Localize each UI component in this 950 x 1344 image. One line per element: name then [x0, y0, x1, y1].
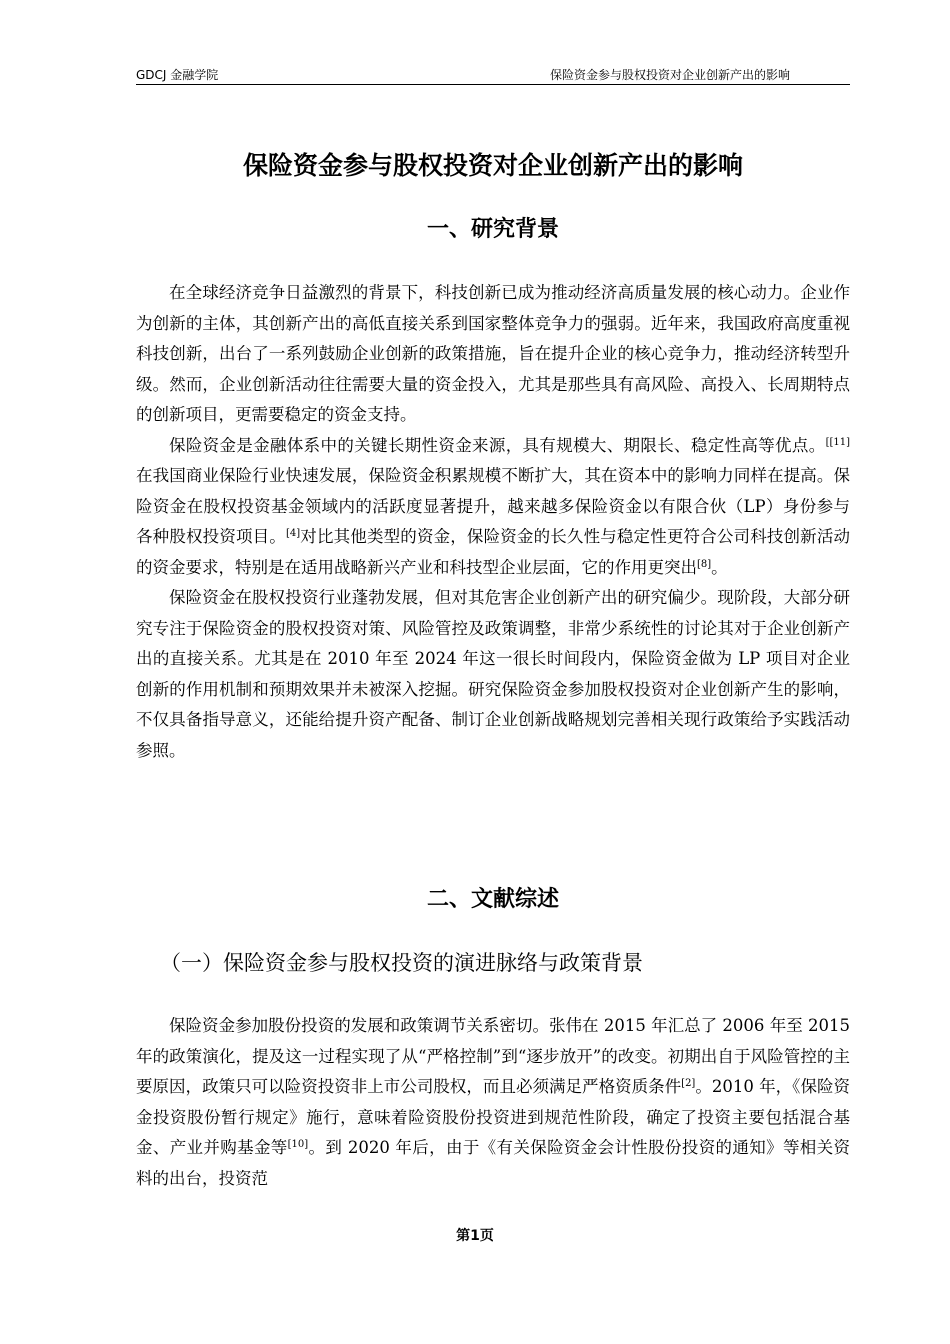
citation: [2]	[681, 1078, 696, 1089]
header-institution: GDCJ 金融学院	[136, 68, 219, 82]
subsection-heading: （一）保险资金参与股权投资的演进脉络与政策背景	[160, 951, 643, 975]
page-number: 第1页	[456, 1228, 494, 1244]
document-title: 保险资金参与股权投资对企业创新产出的影响	[242, 151, 743, 180]
paragraph: 保险资金参加股份投资的发展和政策调节关系密切。张伟在 2015 年汇总了 2006 年至 2015 年的政策演化，提及这一过程实现了从“严格控制”到“逐步放开”的改变。初期出自于风险管控的主要原因，政策只可以险资投资非上市公司股权，而且必须满足严格资质条件[2]。2010 年，《保险资金投资股份暂行规定》施行，意味着险资股份投资进到规范性阶段，确定了投资主要包括混合基金、产业并购基金等[10]。到 2020 年后，由于《有关保险资金会计性股份投资的通知》等相关资料的出台，投资范	[136, 1016, 851, 1188]
paragraph: 在全球经济竞争日益激烈的背景下，科技创新已成为推动经济高质量发展的核心动力。企业作为创新的主体，其创新产出的高低直接关系到国家整体竞争力的强弱。近年来，我国政府高度重视科技创新，出台了一系列鼓励企业创新的政策措施，旨在提升企业的核心竞争力，推动经济转型升级。然而，企业创新活动往往需要大量的资金投入，尤其是那些具有高风险、高投入、长周期特点的创新项目，更需要稳定的资金支持。	[136, 283, 850, 424]
paragraph: 保险资金在股权投资行业蓬勃发展，但对其危害企业创新产出的研究偏少。现阶段，大部分研究专注于保险资金的股权投资对策、风险管控及政策调整，非常少系统性的讨论其对于企业创新产出的直接关系。尤其是在 2010 年至 2024 年这一很长时间段内，保险资金做为 LP 项目对企业创新的作用机制和预期效果并未被深入挖掘。研究保险资金参加股权投资对企业创新产生的影响，不仅具备指导意义，还能给提升资产配备、制订企业创新战略规划完善相关现行政策给予实践活动参照。	[136, 588, 850, 760]
citation: [8]	[697, 558, 712, 570]
section-heading-literature-review: 二、文献综述	[426, 887, 559, 912]
citation: [10]	[287, 1139, 309, 1150]
paragraph: 保险资金是金融体系中的关键长期性资金来源，具有规模大、期限长、稳定性高等优点。[[11]在我国商业保险行业快速发展，保险资金积累规模不断扩大，其在资本中的影响力同样在提高。保险资金在股权投资基金领域内的活跃度显著提升，越来越多保险资金以有限合伙（LP）身份参与各种股权投资项目。[4]对比其他类型的资金，保险资金的长久性与稳定性更符合公司科技创新活动的资金要求，特别是在适用战略新兴产业和科技型企业层面，它的作用更突出[8]。	[136, 435, 851, 577]
citation: [4]	[285, 528, 301, 539]
section-research-background-body	[136, 278, 850, 766]
subsection-body	[136, 1011, 850, 1194]
citation: [[11]	[825, 436, 850, 448]
section-heading-research-background: 一、研究背景	[426, 217, 559, 242]
page-header	[136, 66, 850, 85]
header-running-title: 保险资金参与股权投资对企业创新产出的影响	[549, 68, 790, 82]
